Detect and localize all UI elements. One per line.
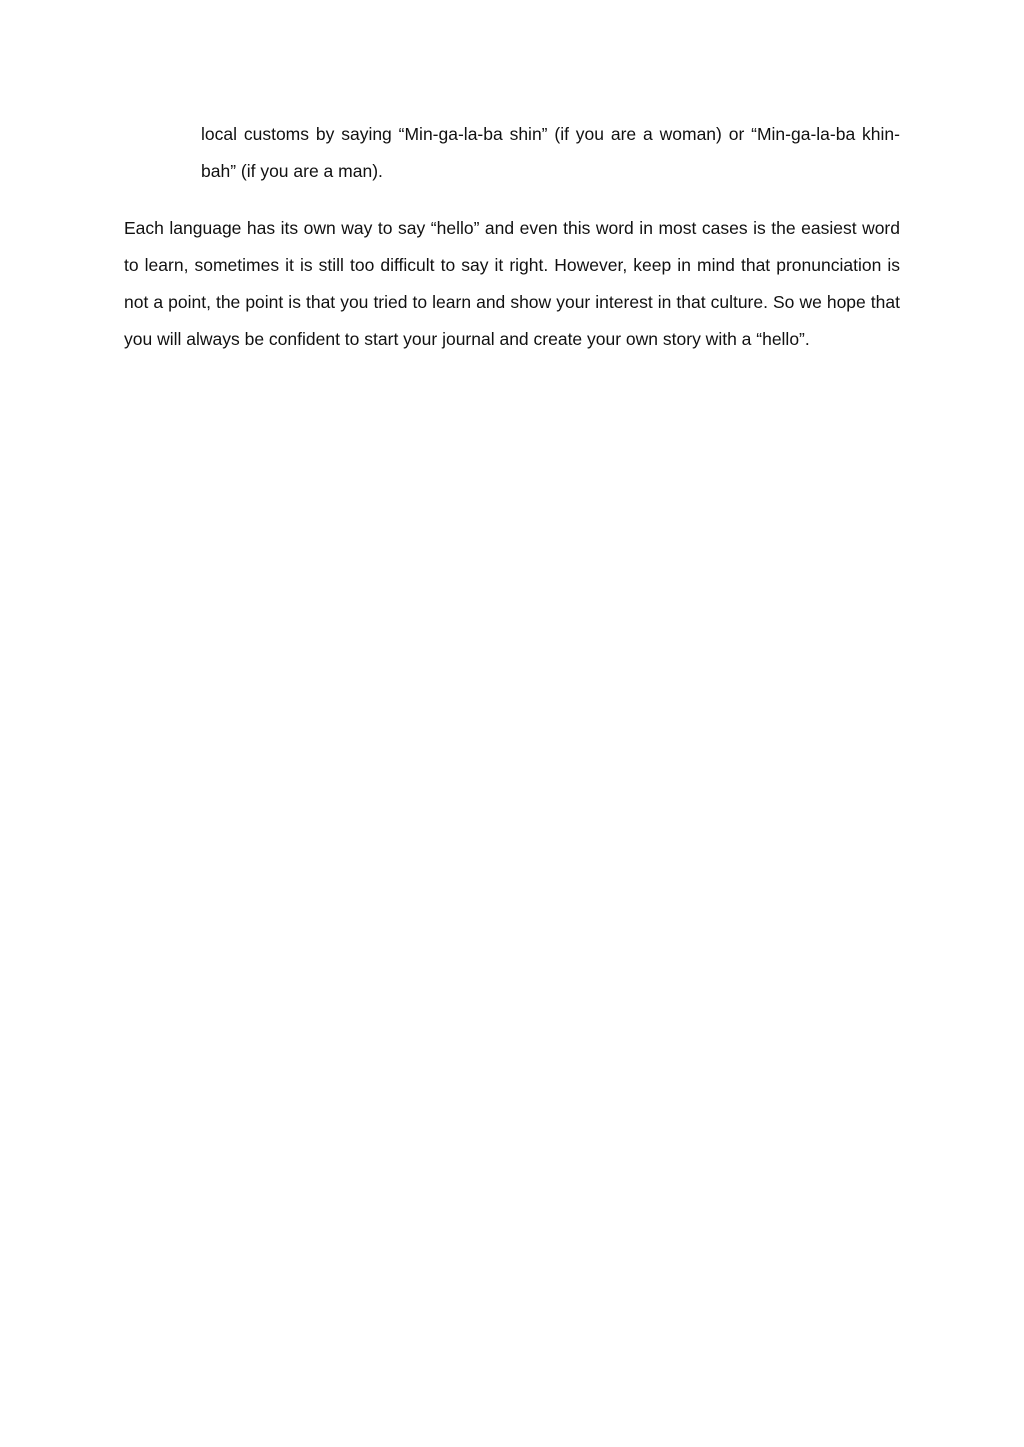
body-paragraph: Each language has its own way to say “hello” and even this word in most cases is the easiest word to learn, sometimes it is still too difficult to say it right. However, keep in mind that pronunciation is not a point, the point is that you tried to learn and show your interest in that culture. So we hope that you will always be confident to start your journal and create your own story with a “hello”.: [124, 218, 900, 349]
indented-paragraph: local customs by saying “Min-ga-la-ba shin” (if you are a woman) or “Min-ga-la-ba khin-bah” (if you are a man).: [201, 124, 900, 181]
